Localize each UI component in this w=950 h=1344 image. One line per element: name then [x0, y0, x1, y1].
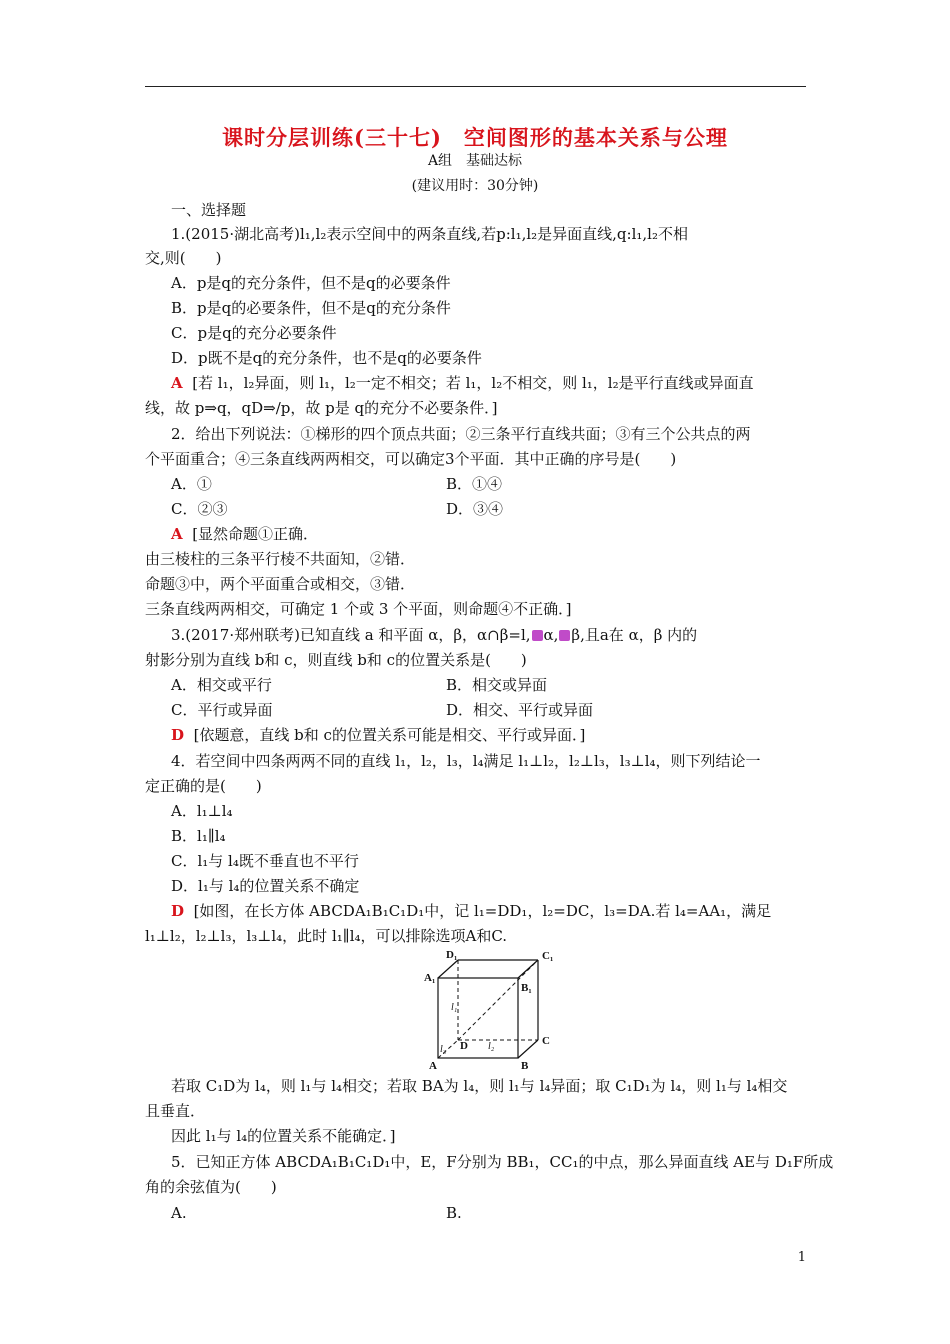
q4-explanation-line3: 若取 C₁D为 l₄，则 l₁与 l₄相交；若取 BA为 l₄，则 l₁与 l₄异面；取 C₁D₁为 l₄，则 l₁与 l₄相交: [171, 1077, 788, 1095]
q3-option-c: C．平行或异面: [171, 701, 273, 719]
q5-option-b: B.: [446, 1204, 462, 1222]
q3-stem-part3: β,且a在 α，β 内的: [571, 626, 698, 644]
q5-option-a: A.: [171, 1204, 187, 1222]
not-subset-icon: [559, 630, 570, 641]
q2-stem-line2: 个平面重合；④三条直线两两相交，可以确定3个平面．其中正确的序号是( ): [145, 450, 677, 468]
q4-option-b: B．l₁∥l₄: [171, 827, 226, 845]
q3-answer: D: [171, 726, 185, 744]
q2-explanation-line2: 由三棱柱的三条平行棱不共面知，②错．: [145, 550, 416, 568]
label-c: C: [542, 1035, 550, 1047]
label-d1: D₁: [446, 949, 458, 961]
q3-exp-text1: [依题意，直线 b和 c的位置关系可能是相交、平行或异面．]: [193, 726, 586, 744]
q2-option-b: B．①④: [446, 475, 503, 493]
header-rule: [145, 86, 806, 87]
q4-option-a: A．l₁⊥l₄: [171, 802, 233, 820]
q3-option-d: D．相交、平行或异面: [446, 701, 594, 719]
q4-exp-text1: [如图，在长方体 ABCDA₁B₁C₁D₁中，记 l₁=DD₁，l₂=DC，l₃=DA.若 l₄=AA₁，满足: [193, 902, 772, 920]
section-heading: 一、选择题: [171, 201, 247, 219]
q1-explanation-line2: 线，故 p⇒q，qD⇒/p，故 p是 q的充分不必要条件．]: [145, 399, 498, 417]
time-hint: (建议用时：30分钟): [411, 178, 539, 194]
q4-explanation-line5: 因此 l₁与 l₄的位置关系不能确定．]: [171, 1127, 396, 1145]
q4-explanation-line1: [171, 902, 771, 920]
q1-option-c: C．p是q的充分必要条件: [171, 324, 337, 342]
q2-stem-line1: 2．给出下列说法：①梯形的四个顶点共面；②三条平行直线共面；③有三个公共点的两: [171, 425, 751, 443]
q4-explanation-line4: 且垂直．: [145, 1102, 206, 1120]
not-subset-icon: [532, 630, 543, 641]
q3-option-b: B．相交或异面: [446, 676, 548, 694]
label-l2: l₂: [488, 1041, 495, 1052]
group-label: A组 基础达标: [427, 153, 523, 169]
q1-explanation-line1: [171, 374, 754, 392]
front-face: [438, 978, 518, 1058]
q2-explanation-line4: 三条直线两两相交，可确定 1 个或 3 个平面，则命题④不正确．]: [145, 600, 572, 618]
label-c1: C₁: [542, 950, 554, 962]
q2-option-a: A．①: [171, 475, 212, 493]
q2-exp-text1: [显然命题①正确．: [192, 525, 319, 543]
q3-stem-line2: 射影分别为直线 b和 c，则直线 b和 c的位置关系是( ): [145, 651, 527, 669]
q4-answer: D: [171, 902, 185, 920]
label-l3: l₃: [440, 1044, 447, 1055]
label-b: B: [521, 1060, 529, 1072]
q5-stem-line1: 5．已知正方体 ABCDA₁B₁C₁D₁中，E，F分别为 BB₁，CC₁的中点，那么异面直线 AE与 D₁F所成: [171, 1153, 834, 1171]
q4-option-d: D．l₁与 l₄的位置关系不确定: [171, 877, 360, 895]
q1-stem-line1: 1.(2015·湖北高考)l₁,l₂表示空间中的两条直线,若p:l₁,l₂是异面直线,q:l₁,l₂不相: [171, 225, 688, 243]
q2-explanation-line3: 命题③中，两个平面重合或相交，③错．: [145, 575, 416, 593]
q4-stem-line2: 定正确的是( ): [145, 777, 262, 795]
q3-stem-part1: 3.(2017·郑州联考)已知直线 a 和平面 α，β，α∩β=l,: [171, 626, 531, 644]
q3-explanation-line1: [171, 726, 585, 744]
q2-option-d: D．③④: [446, 500, 504, 518]
label-d: D: [460, 1040, 468, 1052]
label-a1: A₁: [424, 972, 436, 984]
q2-explanation-line1: [171, 525, 318, 543]
q1-option-b: B．p是q的必要条件，但不是q的充分条件: [171, 299, 451, 317]
q4-explanation-line2: l₁⊥l₂，l₂⊥l₃，l₃⊥l₄，此时 l₁∥l₄，可以排除选项A和C.: [145, 927, 508, 945]
q1-option-d: D．p既不是q的充分条件，也不是q的必要条件: [171, 349, 482, 367]
q2-option-c: C．②③: [171, 500, 228, 518]
q3-stem-line1: [171, 626, 697, 644]
q1-option-a: A．p是q的充分条件，但不是q的必要条件: [171, 274, 451, 292]
page-number: 1: [797, 1250, 806, 1265]
label-b1: B₁: [521, 982, 532, 994]
q1-exp-text1: [若 l₁，l₂异面，则 l₁，l₂一定不相交；若 l₁，l₂不相交，则 l₁，l₂是平行直线或异面直: [192, 374, 754, 392]
q3-stem-part2: α,: [543, 626, 559, 644]
q1-stem-line2: 交,则( ): [145, 249, 222, 267]
q1-answer: A: [171, 374, 183, 392]
cuboid-figure: [420, 948, 570, 1073]
page-title: 课时分层训练(三十七) 空间图形的基本关系与公理: [222, 125, 728, 150]
q3-option-a: A．相交或平行: [171, 676, 272, 694]
q4-stem-line1: 4．若空间中四条两两不同的直线 l₁，l₂，l₃，l₄满足 l₁⊥l₂，l₂⊥l₃，l₃⊥l₄，则下列结论一: [171, 752, 761, 770]
q4-option-c: C．l₁与 l₄既不垂直也不平行: [171, 852, 359, 870]
label-a: A: [429, 1060, 437, 1072]
q5-stem-line2: 角的余弦值为( ): [145, 1178, 277, 1196]
label-l1: l₁: [451, 1002, 458, 1013]
q2-answer: A: [171, 525, 183, 543]
